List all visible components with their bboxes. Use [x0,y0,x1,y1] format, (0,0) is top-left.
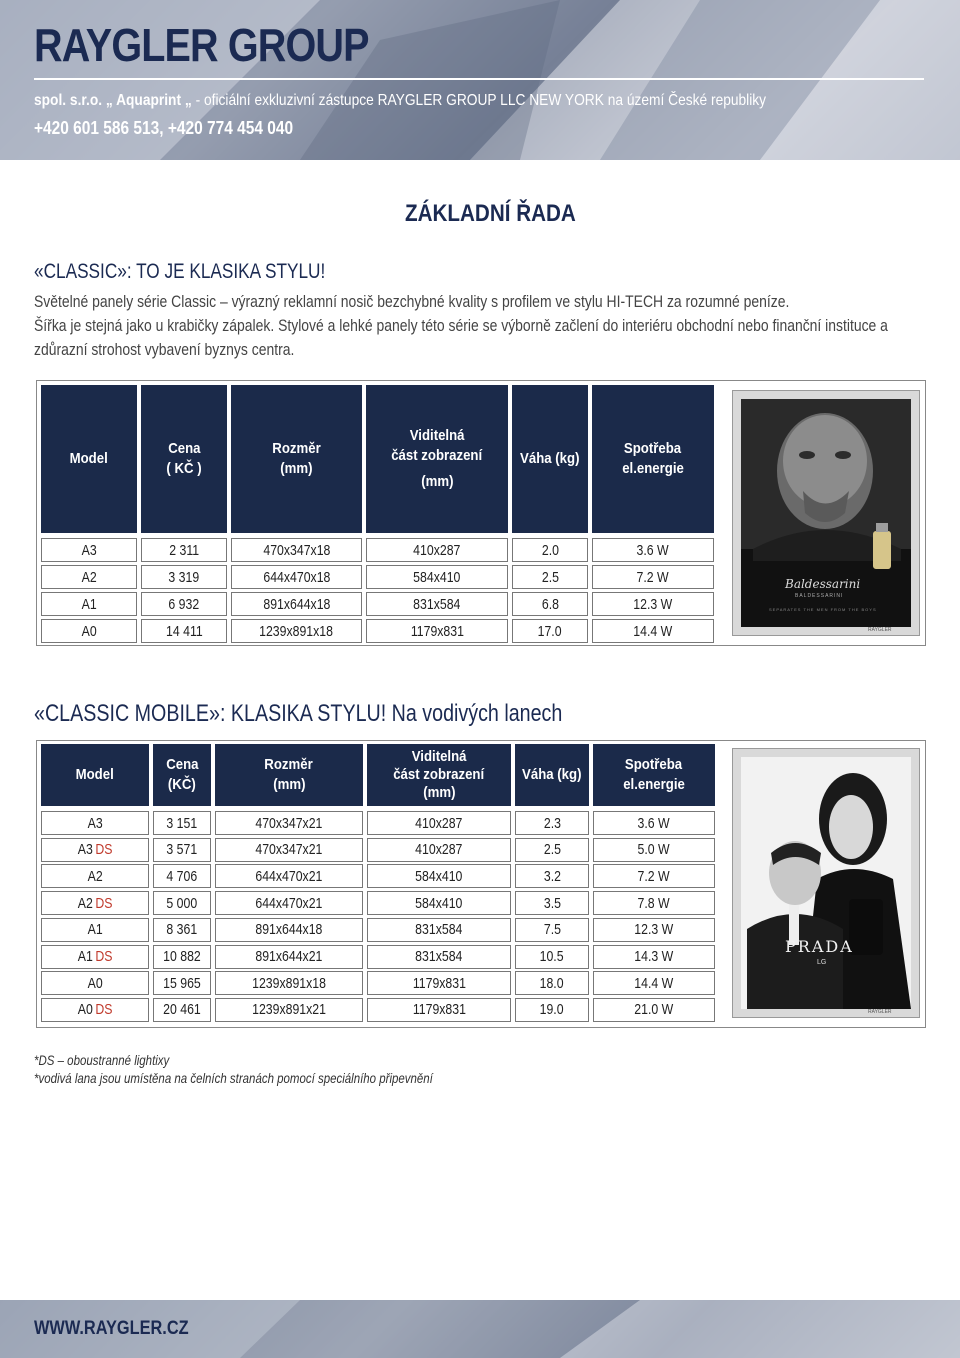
cell-price [141,565,227,589]
cell-weight [515,838,589,862]
cell-value: 1179x831 [412,974,466,992]
classic-product-photo [732,390,920,636]
cell-visible [367,811,511,835]
header-price [141,385,227,533]
header-model [41,385,137,533]
cell-value: 644x470x18 [262,568,331,586]
cell-model [41,998,149,1022]
header-label: část zobrazení [393,766,485,783]
cell-size [215,891,363,915]
cell-value: 2.5 [541,568,559,586]
cell-model [41,945,149,969]
cell-value [87,868,102,885]
cell-value [87,815,102,832]
cell-value: 410x287 [413,541,461,559]
cell-size [231,538,362,562]
cell-power [593,918,715,942]
cell-size [215,998,363,1022]
cell-size [215,838,363,862]
cell-value: 10.5 [540,948,564,965]
model-code: A1 [77,948,93,965]
model-code: A1 [87,921,103,939]
header-label: (mm) [280,460,313,477]
cell-value: 644x470x21 [255,894,323,912]
frame-label: RAYGLER [868,627,892,633]
cell-price [153,971,211,995]
cell-weight [512,592,588,616]
note-ds: *DS – oboustranné lightixy [34,1052,170,1068]
cell-value: 2 311 [169,541,199,559]
header-label: část zobrazení [391,447,483,464]
cell-visible [367,998,511,1022]
cell-weight [515,945,589,969]
cell-weight [515,811,589,835]
cell-power [592,592,714,616]
cell-value: 5 000 [166,894,198,912]
cell-value: 19.0 [540,1001,564,1019]
cell-value: A0 [81,622,97,640]
cell-value: 1239x891x18 [259,622,334,640]
cell-weight [515,891,589,915]
cell-model [41,592,137,616]
header-label: Model [69,450,109,467]
cell-weight [515,864,589,888]
frame-label: RAYGLER [868,1009,892,1015]
header-label: Model [75,766,115,783]
cell-value: 831x584 [415,921,463,939]
cell-value: 1179x831 [410,622,464,640]
cell-visible [366,538,508,562]
cell-value: 3 571 [166,841,198,859]
cell-value: 3 151 [166,814,198,832]
header-power [592,385,714,533]
cell-value: A3 [81,541,97,559]
cell-value: 3.2 [543,867,561,885]
cell-price [153,838,211,862]
cell-weight [515,918,589,942]
cell-value: 891x644x18 [255,921,323,939]
cell-value [87,921,102,938]
cell-value: 7.2 W [636,568,670,586]
cell-value: 14.4 W [633,622,673,640]
ad-brand-sub: LG [817,959,827,966]
classic-intro [34,290,895,362]
cell-value [78,895,113,912]
cell-visible [367,838,511,862]
cell-value: 7.8 W [637,894,671,912]
cell-value: 7.2 W [637,867,671,885]
cell-visible [367,918,511,942]
cell-size [215,971,363,995]
cell-value: 470x347x21 [255,841,323,859]
cell-size [215,864,363,888]
cell-price [153,945,211,969]
cell-value: 18.0 [540,974,564,992]
intro-line: Světelné panely série Classic – výrazný reklamní nosič bezchybné kvality s profilem ve stylu HI-TECH za rozumné peníze. [34,292,790,311]
cell-value: 3.6 W [637,814,671,832]
cell-power [593,838,715,862]
header-size [215,744,363,806]
cell-power [593,891,715,915]
cell-weight [512,565,588,589]
subtitle-text: - oficiální exkluzivní zástupce RAYGLER GROUP LLC NEW YORK na území České republiky [191,92,767,109]
cell-value: 2.5 [543,841,561,859]
cell-value: 470x347x18 [262,541,331,559]
header-label: Cena [167,440,201,457]
cell-value: 15 965 [163,974,201,992]
header-label: Rozměr [264,756,314,773]
cell-visible [366,619,508,643]
header-weight [512,385,588,533]
cell-value: A1 [81,595,97,613]
cell-price [153,998,211,1022]
model-code: A2 [87,867,103,885]
cell-price [141,592,227,616]
cell-model [41,971,149,995]
model-code: A0 [87,974,103,992]
cell-visible [367,864,511,888]
header-label: ( KČ ) [166,460,202,477]
cell-model [41,838,149,862]
cell-size [231,619,362,643]
cell-value: 584x410 [415,894,463,912]
prada-ad-image [733,749,919,1017]
header-model [41,744,149,806]
cell-value: 12.3 W [634,921,674,939]
cell-value: 3.5 [543,894,561,912]
ds-badge: DS [95,894,113,912]
cell-value [78,948,113,965]
header-label: el.energie [622,460,684,477]
header-label: Cena [165,756,199,773]
cell-visible [366,592,508,616]
cell-model [41,565,137,589]
cell-value: 1239x891x18 [252,974,326,992]
header-subtitle [34,92,766,110]
header-label: Spotřeba [625,756,683,773]
header-label: Viditelná [411,748,467,765]
cell-value: A2 [81,568,97,586]
header-price [153,744,211,806]
cell-model [41,918,149,942]
cell-value: 5.0 W [637,841,671,859]
cell-value: 831x584 [415,948,463,965]
cell-visible [367,971,511,995]
model-code: A3 [87,814,103,832]
cell-price [153,918,211,942]
cell-power [593,945,715,969]
note-cables: *vodivá lana jsou umístěna na čelních stranách pomocí speciálního připevnění [34,1070,433,1086]
header-label: Rozměr [272,440,321,457]
cell-value: 831x584 [413,595,461,613]
ad-brand-small: BALDESSARINI [795,593,844,599]
header-label: Spotřeba [624,440,682,457]
classic-heading: «CLASSIC»: TO JE KLASIKA STYLU! [34,260,326,283]
cell-weight [512,619,588,643]
cell-weight [512,538,588,562]
header-label: Váha (kg) [522,766,582,783]
model-code: A3 [77,841,93,859]
cell-value: 10 882 [163,948,201,965]
cell-model [41,864,149,888]
header-size [231,385,362,533]
header-visible [366,385,508,533]
cell-value [78,1001,113,1018]
cell-size [215,811,363,835]
cell-value: 6.8 [541,595,559,613]
model-code: A2 [77,894,93,912]
cell-value: 891x644x18 [262,595,331,613]
cell-value: 1179x831 [412,1001,466,1019]
cell-visible [367,945,511,969]
header-label: (KČ) [168,776,196,793]
ad-brand: PRADA [785,937,854,956]
intro-line: zdůrazní strohost vybavení byznys centra. [34,340,295,359]
model-code: A0 [77,1001,93,1019]
ds-badge: DS [95,841,113,859]
header-label: el.energie [623,776,685,793]
mobile-heading: «CLASSIC MOBILE»: KLASIKA STYLU! Na vodivých lanech [34,700,563,727]
header-label: Viditelná [409,427,465,444]
header-label: (mm) [422,784,456,801]
intro-line: Šířka je stejná jako u krabičky zápalek. Stylové a lehké panely této série se výborně začlení do interiéru obchodní nebo finanční instituce a [34,316,888,335]
ad-brand-script: Baldessarini [785,577,861,591]
cell-power [593,864,715,888]
cell-weight [515,971,589,995]
cell-value: 1239x891x21 [252,1001,326,1019]
cell-value: 470x347x21 [255,814,323,832]
ds-badge: DS [95,1001,113,1019]
cell-value: 584x410 [415,867,463,885]
cell-value: 12.3 W [633,595,673,613]
header-power [593,744,715,806]
cell-power [593,811,715,835]
cell-power [593,998,715,1022]
cell-value: 2.3 [543,814,561,832]
cell-model [41,538,137,562]
header-banner [0,0,960,160]
cell-visible [367,891,511,915]
cell-value: 2.0 [541,541,559,559]
cell-size [215,945,363,969]
cell-size [215,918,363,942]
mobile-product-photo [732,748,920,1018]
phone-numbers: +420 601 586 513, +420 774 454 040 [34,118,294,138]
cell-value: 410x287 [415,841,463,859]
page-title: ZÁKLADNÍ ŘADA [405,200,576,227]
cell-price [153,864,211,888]
cell-value: 14 411 [165,622,203,640]
cell-value: 21.0 W [634,1001,674,1019]
cell-value: 4 706 [166,867,198,885]
cell-value: 891x644x21 [255,948,323,965]
cell-value: 410x287 [415,814,463,832]
cell-price [141,538,227,562]
cell-size [231,592,362,616]
cell-value: 20 461 [163,1001,201,1019]
cell-power [592,565,714,589]
cell-power [593,971,715,995]
header-label: (mm) [272,776,306,793]
cell-value [87,975,102,992]
cell-power [592,619,714,643]
cell-visible [366,565,508,589]
cell-price [153,891,211,915]
cell-value: 14.3 W [634,948,674,965]
header-visible [367,744,511,806]
cell-price [141,619,227,643]
cell-value: 644x470x21 [255,867,323,885]
cell-value: 3.6 W [636,541,670,559]
cell-size [231,565,362,589]
cell-value: 3 319 [168,568,200,586]
ad-tagline: SEPARATES THE MEN FROM THE BOYS [769,607,877,612]
cell-weight [515,998,589,1022]
header-divider [34,78,924,80]
cell-model [41,891,149,915]
header-weight [515,744,589,806]
cell-model [41,619,137,643]
cell-value: 8 361 [166,921,198,939]
brand-title: RAYGLER GROUP [34,19,369,71]
cell-value: 14.4 W [634,974,674,992]
footer-banner [0,1300,960,1358]
ds-badge: DS [95,948,113,965]
cell-model [41,811,149,835]
footer-website[interactable]: WWW.RAYGLER.CZ [34,1318,189,1339]
cell-value: 7.5 [543,921,561,939]
cell-value: 584x410 [413,568,461,586]
cell-value: 17.0 [538,622,562,640]
cell-value: 6 932 [168,595,200,613]
cell-price [153,811,211,835]
company-name: spol. s.r.o. „ Aquaprint „ [34,92,192,109]
cell-value [78,841,113,858]
header-label: Váha (kg) [520,450,580,467]
header-label: (mm) [420,473,454,490]
cell-power [592,538,714,562]
